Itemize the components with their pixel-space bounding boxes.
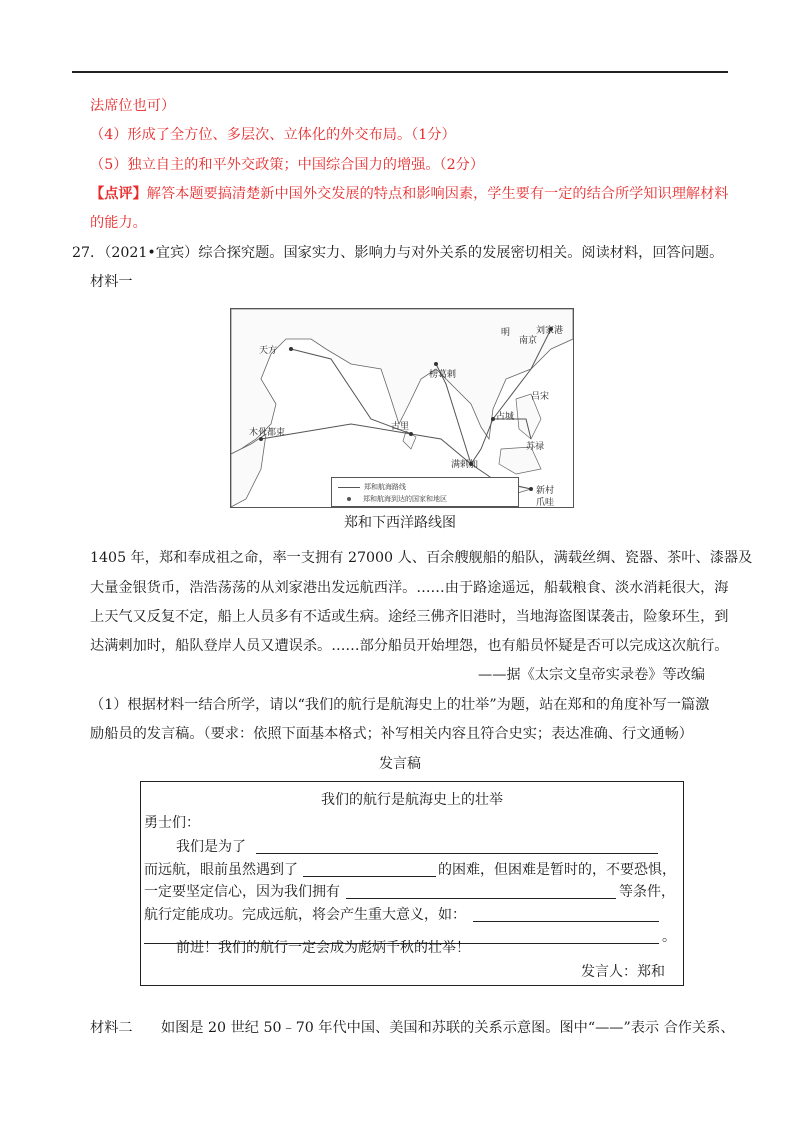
answer-line-4: （4）形成了全方位、多层次、立体化的外交布局。（1分） <box>90 127 456 143</box>
dot-xincun <box>529 487 533 491</box>
comment-line-2: 的能力。 <box>90 215 147 231</box>
legend-route-label: 郑和航海路线 <box>364 483 406 491</box>
answer-line-5: （5）独立自主的和平外交政策；中国综合国力的增强。（2分） <box>90 157 485 173</box>
label-nanjing: 南京 <box>519 336 538 346</box>
header-rule <box>72 71 728 73</box>
speech-line-2b: 的困难，但困难是暂时的，不要恐惧， <box>438 862 676 878</box>
map-legend <box>331 477 519 507</box>
zhenghe-route-map <box>230 308 574 508</box>
material-1-source: ——据《太宗文皇帝实录卷》等改编 <box>478 667 706 683</box>
comment-text: 解答本题要搞清楚新中国外交发展的特点和影响因素，学生要有一定的结合所学知识理解材料 <box>146 186 729 202</box>
material-1-label: 材料一 <box>90 274 133 290</box>
label-zhancheng: 占城 <box>496 412 515 422</box>
task-1-line-1: （1）根据材料一结合所学，请以“我们的航行是航海史上的壮举”为题，站在郑和的角度补写一篇激 <box>90 697 710 713</box>
speech-line-4: 航行定能成功。完成远航，将会产生重大意义，如： <box>144 907 466 923</box>
blank-conditions[interactable] <box>346 898 616 899</box>
label-lvsong: 吕宋 <box>531 392 550 402</box>
material-1-para-2: 大量金银货币，浩浩荡荡的从刘家港出发远航西洋。……由于路途遥远，船载粮食、淡水消耗很大，海 <box>90 580 729 596</box>
speech-draft-box <box>140 781 684 986</box>
label-xincun: 新村 <box>536 486 555 496</box>
speech-line-5-end: 。 <box>662 929 676 945</box>
speech-line-1: 我们是为了 <box>176 839 246 855</box>
question-27: 27．（2021•宜宾）综合探究题。国家实力、影响力与对外关系的发展密切相关。阅读材料，回答问题。 <box>72 245 724 261</box>
material-1-para-3: 上天气又反复不定，船上人员多有不适或生病。途经三佛齐旧港时，当地海盗图谋袭击，险象环生，到 <box>90 609 729 625</box>
blank-difficulties[interactable] <box>303 876 436 877</box>
label-manlajia: 满剌加 <box>451 460 479 470</box>
label-mugudushu: 木骨都束 <box>249 428 286 438</box>
label-sulu: 苏禄 <box>526 442 545 452</box>
material-1-para-4: 达满剌加时，船队登岸人员又遭误杀。……部分船员开始埋怨，也有船员怀疑是否可以完成这次航行。 <box>90 638 729 654</box>
task-1-line-2: 励船员的发言稿。（要求：依照下面基本格式；补写相关内容且符合史实；表达准确、行文通畅） <box>90 726 693 742</box>
speech-greeting: 勇士们： <box>144 815 200 831</box>
material-1-para-1: 1405 年，郑和奉成祖之命，率一支拥有 27000 人、百余艘舰船的船队，满载丝绸、瓷器、茶叶、漆器及 <box>90 550 753 566</box>
speech-heading: 发言稿 <box>379 756 421 772</box>
speech-line-3b: 等条件， <box>619 884 675 900</box>
legend-dot-swatch <box>347 497 351 501</box>
label-tianfang: 天方 <box>259 346 278 356</box>
legend-line-swatch <box>338 487 360 488</box>
speech-line-2a: 而远航，眼前虽然遇到了 <box>144 862 298 878</box>
label-bangala: 榜葛剌 <box>429 370 457 380</box>
speech-title: 我们的航行是航海史上的壮举 <box>321 792 503 808</box>
speech-closing: 前进！我们的航行一定会成为彪炳千秋的壮举！ <box>176 940 470 956</box>
label-zhuawa: 爪哇 <box>536 498 555 508</box>
dot-tianfang <box>289 347 293 351</box>
comment-line <box>90 184 728 204</box>
label-ming: 明 <box>501 328 511 338</box>
blank-purpose[interactable] <box>256 853 658 854</box>
speech-signature: 发言人：郑和 <box>581 964 665 980</box>
dot-bangala <box>434 362 438 366</box>
blank-significance-1[interactable] <box>473 921 659 922</box>
legend-route-row <box>338 482 406 492</box>
legend-places-label: 郑和航海到达的国家和地区 <box>363 495 447 503</box>
speech-line-3a: 一定要坚定信心，因为我们拥有 <box>144 884 340 900</box>
label-guli: 古里 <box>391 422 410 432</box>
answer-line-1: 法席位也可） <box>90 98 176 114</box>
label-liujiagang: 刘家港 <box>536 326 564 336</box>
material-2-intro: 材料二 如图是 20 世纪 50﹣70 年代中国、美国和苏联的关系示意图。图中“——”表示 合作关系、 <box>90 1020 735 1036</box>
comment-tag: 【点评】 <box>90 186 147 202</box>
dot-guli <box>409 432 413 436</box>
legend-places-row <box>338 494 447 504</box>
dot-zhancheng <box>491 417 495 421</box>
map-caption: 郑和下西洋路线图 <box>344 515 456 531</box>
